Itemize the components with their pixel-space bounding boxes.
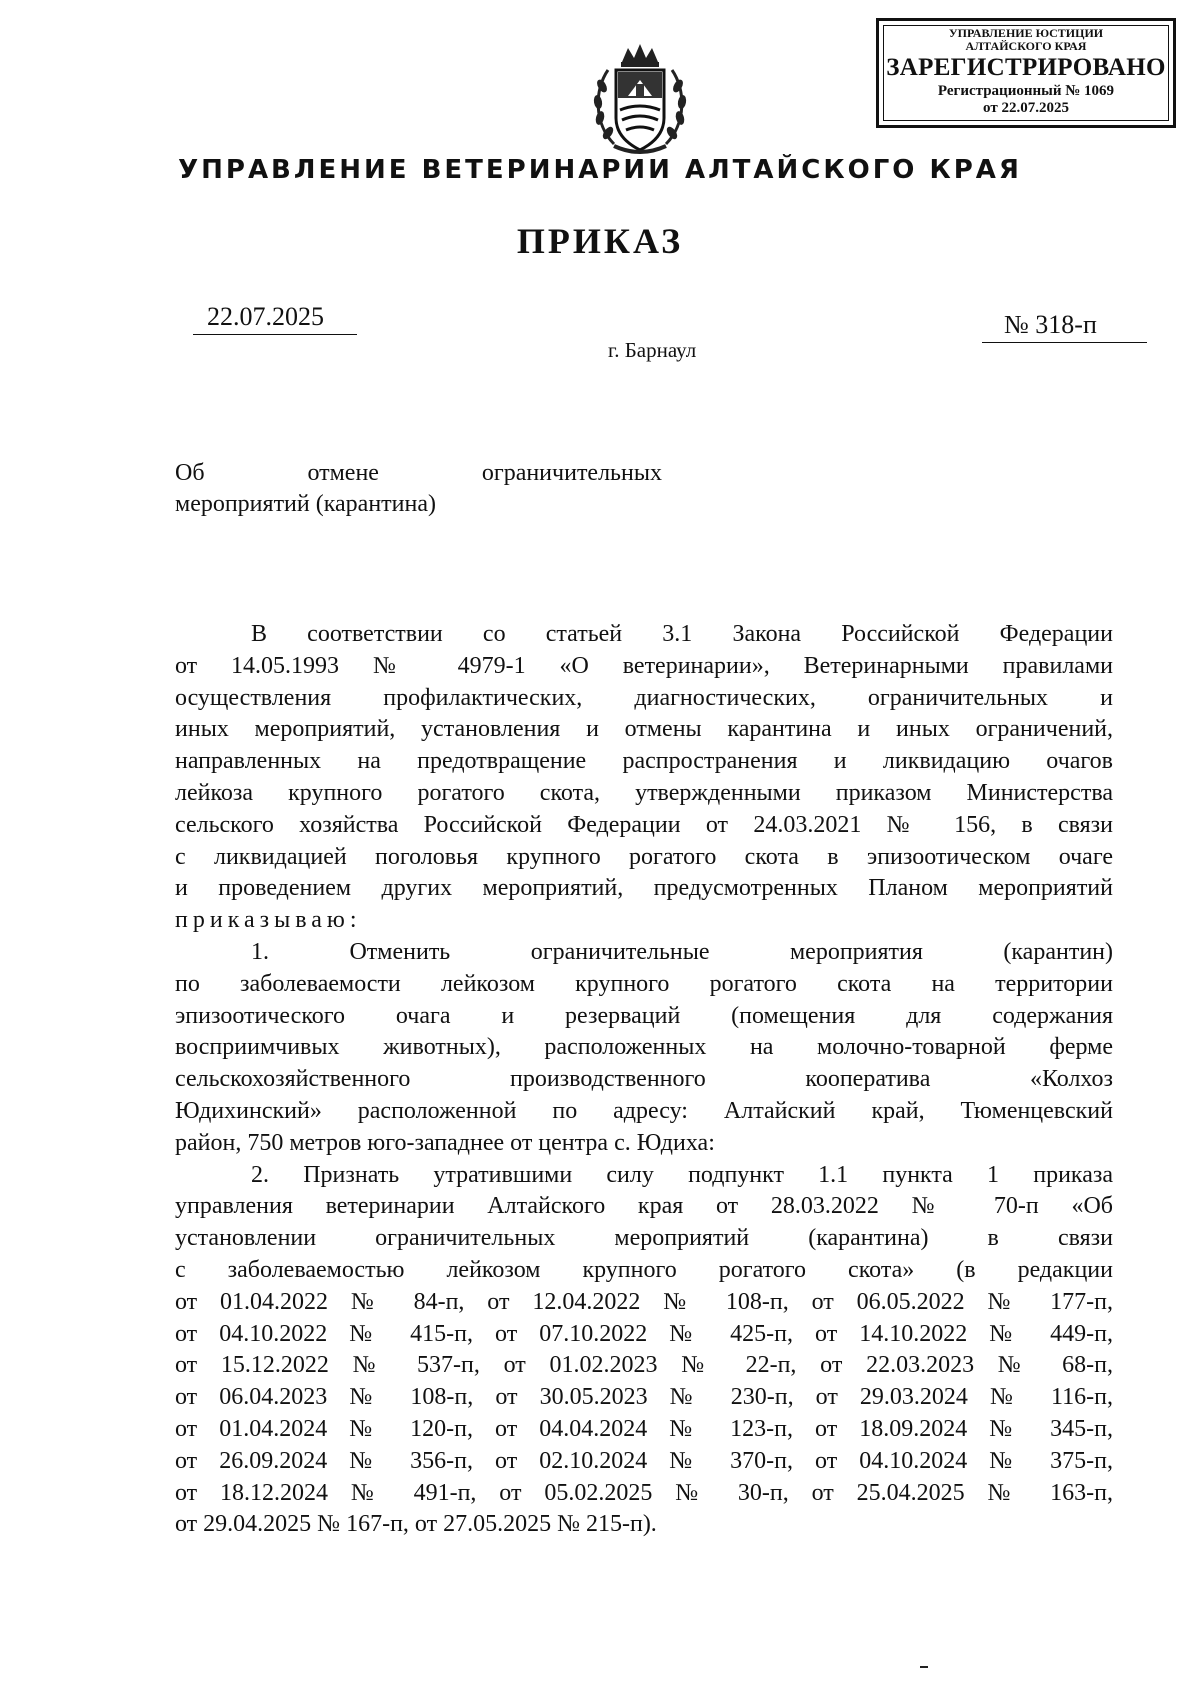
document-type: ПРИКАЗ: [516, 221, 684, 261]
stamp-org-line1: УПРАВЛЕНИЕ ЮСТИЦИИ: [948, 26, 1104, 40]
item-1-line: восприимчивых животных), расположенных на молочно-товарной ферме: [175, 1034, 1113, 1061]
item-2-line: от 01.04.2022 № 84-п, от 12.04.2022 № 108-п, от 06.05.2022 № 177-п,: [175, 1288, 1113, 1315]
body-line: сельского хозяйства Российской Федерации от 24.03.2021 № 156, в связи: [175, 811, 1113, 838]
coat-of-arms-icon: [588, 40, 692, 160]
order-number: № 318-п: [982, 308, 1147, 343]
body-line: с ликвидацией поголовья крупного рогатого скота в эпизоотическом очаге: [175, 843, 1113, 870]
item-1-line: район, 750 метров юго-западнее от центра с. Юдиха:: [175, 1129, 715, 1156]
item-1-line: эпизоотического очага и резерваций (помещения для содержания: [175, 1002, 1113, 1029]
stamp-status: ЗАРЕГИСТРИРОВАНО: [886, 54, 1166, 81]
agency-name: УПРАВЛЕНИЕ ВЕТЕРИНАРИИ АЛТАЙСКОГО КРАЯ: [178, 155, 1022, 185]
item-1-line: 1. Отменить ограничительные мероприятия (карантин): [251, 938, 1113, 965]
subject-line-1: [175, 458, 662, 489]
body-line: В соответствии со статьей 3.1 Закона Российской Федерации: [251, 621, 1113, 647]
order-word: приказываю:: [175, 907, 362, 934]
item-1-line: Юдихинский» расположенной по адресу: Алтайский край, Тюменцевский: [175, 1097, 1113, 1124]
subject-line-2: мероприятий (карантина): [175, 491, 436, 517]
body-line: и проведением других мероприятий, предусмотренных Планом мероприятий: [175, 875, 1113, 902]
stamp-reg-date: от 22.07.2025: [983, 100, 1069, 116]
subject-word-2: отмене: [307, 460, 379, 486]
item-2-line: от 15.12.2022 № 537-п, от 01.02.2023 № 22-п, от 22.03.2023 № 68-п,: [175, 1352, 1113, 1379]
item-2-line: управления ветеринарии Алтайского края от 28.03.2022 № 70-п «Об: [175, 1193, 1113, 1220]
item-2-line: от 29.04.2025 № 167-п, от 27.05.2025 № 215-п).: [175, 1511, 657, 1538]
registration-stamp: [876, 18, 1176, 128]
order-city: г. Барнаул: [608, 338, 697, 362]
body-line: лейкоза крупного рогатого скота, утвержденными приказом Министерства: [175, 779, 1113, 806]
body-line: направленных на предотвращение распространения и ликвидацию очагов: [175, 748, 1113, 775]
stamp-org-line2: АЛТАЙСКОГО КРАЯ: [965, 39, 1087, 53]
item-2-line: с заболеваемостью лейкозом крупного рогатого скота» (в редакции: [175, 1256, 1113, 1283]
order-date: 22.07.2025: [193, 300, 357, 335]
item-1-line: сельскохозяйственного производственного кооператива «Колхоз: [175, 1066, 1113, 1093]
order-body: [175, 619, 1113, 1541]
item-1-line: по заболеваемости лейкозом крупного рогатого скота на территории: [175, 970, 1113, 997]
subject-word-1: Об: [175, 460, 205, 486]
order-subject: [175, 458, 662, 520]
body-line: от 14.05.1993 № 4979-1 «О ветеринарии», Ветеринарными правилами: [175, 652, 1113, 679]
page-mark: [920, 1666, 928, 1668]
stamp-inner-border: [883, 25, 1169, 121]
item-2-line: 2. Признать утратившими силу подпункт 1.1 пункта 1 приказа: [251, 1161, 1113, 1188]
item-2-line: от 18.12.2024 № 491-п, от 05.02.2025 № 30-п, от 25.04.2025 № 163-п,: [175, 1479, 1113, 1506]
item-2-line: от 06.04.2023 № 108-п, от 30.05.2023 № 230-п, от 29.03.2024 № 116-п,: [175, 1384, 1113, 1411]
body-line: осуществления профилактических, диагностических, ограничительных и: [175, 684, 1113, 711]
item-2-line: от 26.09.2024 № 356-п, от 02.10.2024 № 370-п, от 04.10.2024 № 375-п,: [175, 1447, 1113, 1474]
stamp-reg-number: Регистрационный № 1069: [937, 83, 1115, 99]
body-line: иных мероприятий, установления и отмены карантина и иных ограничений,: [175, 716, 1113, 743]
item-2-line: от 04.10.2022 № 415-п, от 07.10.2022 № 425-п, от 14.10.2022 № 449-п,: [175, 1320, 1113, 1347]
item-2-line: установлении ограничительных мероприятий (карантина) в связи: [175, 1225, 1113, 1252]
subject-word-3: ограничительных: [481, 460, 662, 486]
item-2-line: от 01.04.2024 № 120-п, от 04.04.2024 № 123-п, от 18.09.2024 № 345-п,: [175, 1415, 1113, 1442]
